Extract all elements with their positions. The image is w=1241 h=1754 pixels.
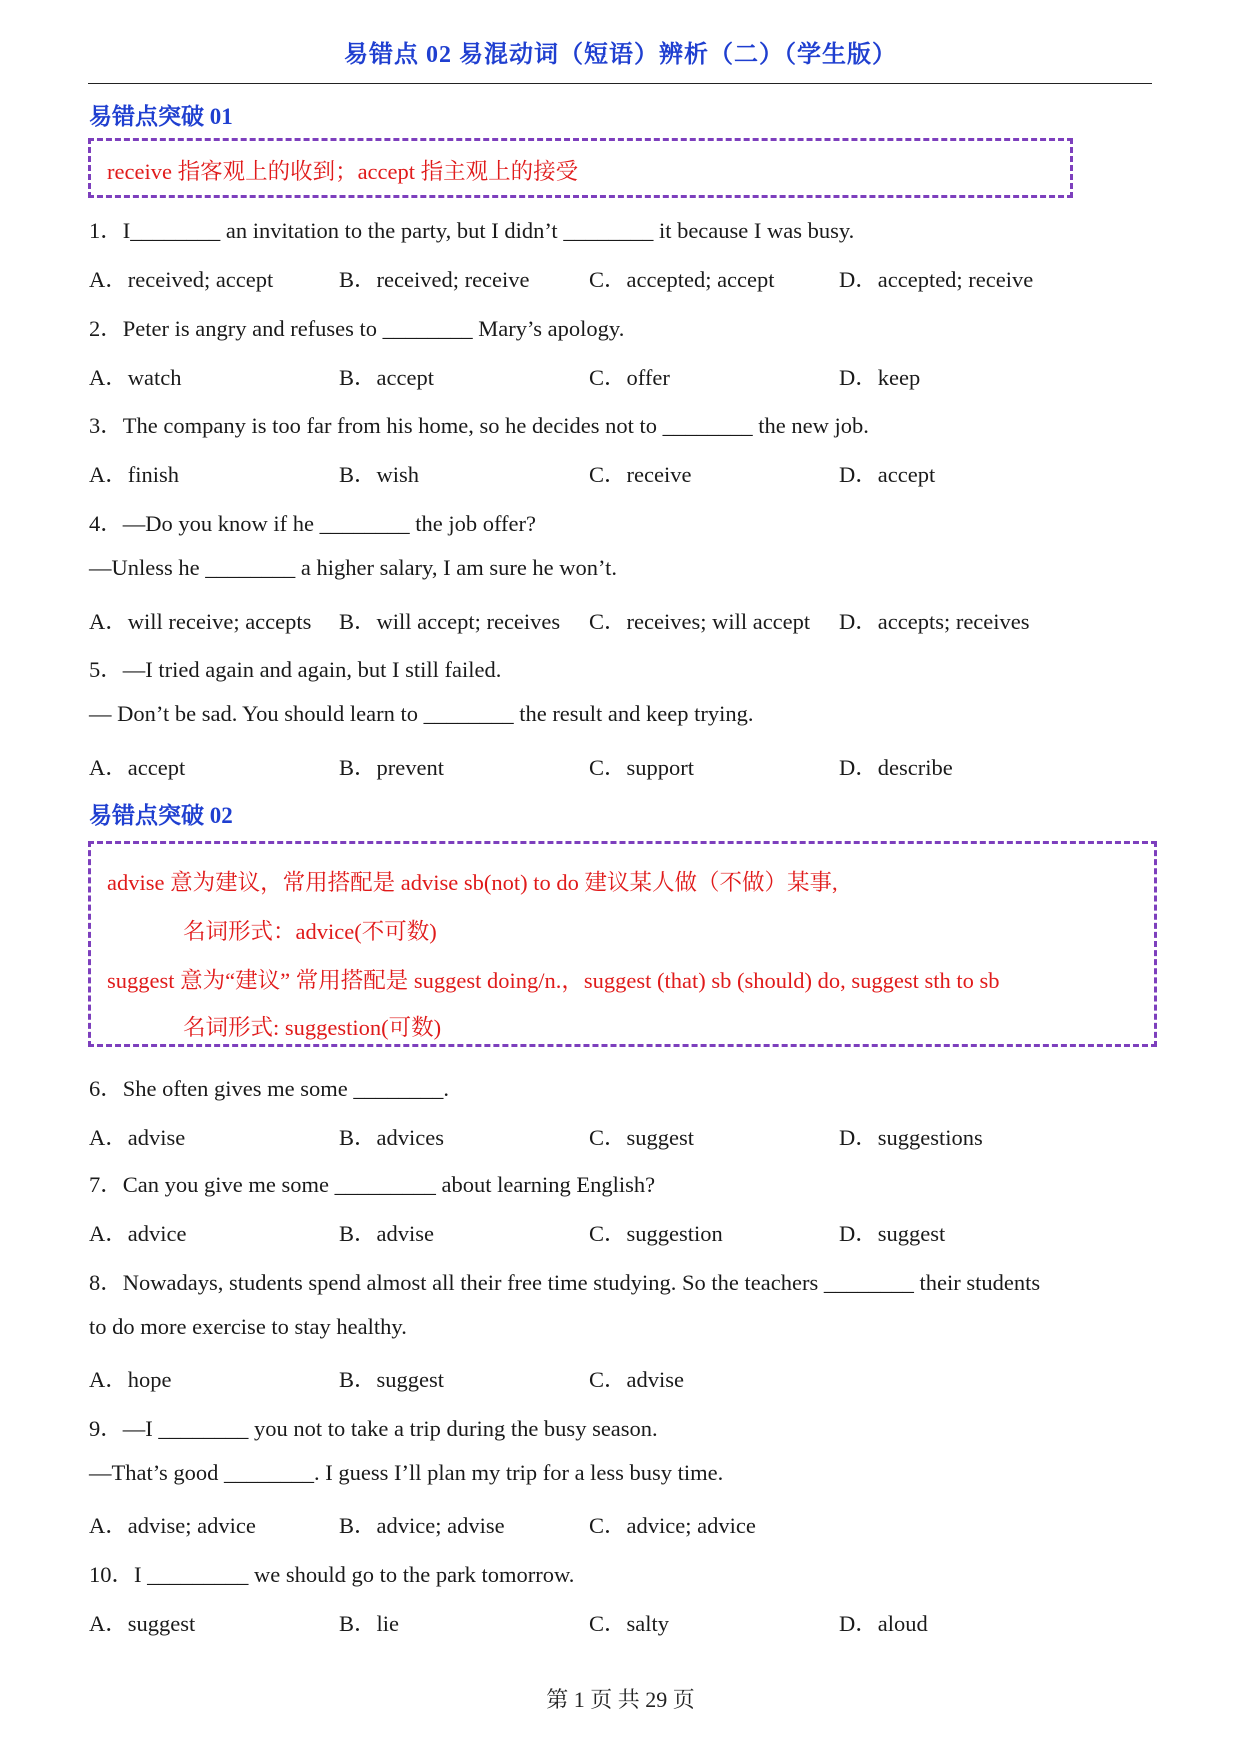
option-4c: C．receives; will accept (589, 609, 811, 634)
option-5b: B．prevent (339, 755, 444, 780)
tip-line: 名词形式：advice(不可数) (183, 919, 437, 944)
option-1a: A．received; accept (89, 267, 274, 292)
tip-box-2 (88, 841, 1157, 1047)
option-6d: D．suggestions (839, 1125, 983, 1150)
option-1b: B．received; receive (339, 267, 530, 292)
page-title: 易错点 02 易混动词（短语）辨析（二）（学生版） (344, 42, 897, 68)
question-2: 2．Peter is angry and refuses to ________ Mary’s apology. (89, 316, 625, 341)
option-10b: B．lie (339, 1611, 399, 1636)
question-4-reply: —Unless he ________ a higher salary, I am sure he won’t. (89, 555, 618, 580)
option-7b: B．advise (339, 1221, 434, 1246)
tip-box-1 (88, 138, 1073, 198)
tip-line: advise 意为建议，常用搭配是 advise sb(not) to do 建议某人做（不做）某事, (107, 870, 838, 895)
option-1d: D．accepted; receive (839, 267, 1034, 292)
question-1: 1．I________ an invitation to the party, but I didn’t ________ it because I was busy. (89, 218, 855, 243)
tip-line: receive 指客观上的收到；accept 指主观上的接受 (107, 159, 579, 184)
question-8: 8．Nowadays, students spend almost all their free time studying. So the teachers ________ their students (89, 1270, 1041, 1295)
section-title-1: 易错点突破 01 (89, 104, 233, 129)
option-9b: B．advice; advise (339, 1513, 505, 1538)
option-7c: C．suggestion (589, 1221, 723, 1246)
option-6b: B．advices (339, 1125, 444, 1150)
option-7d: D．suggest (839, 1221, 946, 1246)
tip-line: 名词形式: suggestion(可数) (183, 1015, 442, 1040)
option-3b: B．wish (339, 462, 420, 487)
question-10: 10．I _________ we should go to the park tomorrow. (89, 1562, 575, 1587)
option-1c: C．accepted; accept (589, 267, 775, 292)
question-4: 4．—Do you know if he ________ the job offer? (89, 511, 537, 536)
question-5-reply: — Don’t be sad. You should learn to ________ the result and keep trying. (89, 701, 754, 726)
question-9-reply: —That’s good ________. I guess I’ll plan my trip for a less busy time. (89, 1460, 724, 1485)
tip-line: suggest 意为“建议” 常用搭配是 suggest doing/n.，suggest (that) sb (should) do, suggest sth to sb (107, 968, 1000, 993)
option-2a: A．watch (89, 365, 182, 390)
option-8b: B．suggest (339, 1367, 445, 1392)
option-4b: B．will accept; receives (339, 609, 561, 634)
option-9c: C．advice; advice (589, 1513, 756, 1538)
option-10a: A．suggest (89, 1611, 196, 1636)
option-6a: A．advise (89, 1125, 186, 1150)
option-2b: B．accept (339, 365, 434, 390)
option-10d: D．aloud (839, 1611, 928, 1636)
header-rule (88, 83, 1152, 84)
section-title-2: 易错点突破 02 (89, 803, 233, 828)
question-5: 5．—I tried again and again, but I still failed. (89, 657, 502, 682)
option-8c: C．advise (589, 1367, 684, 1392)
option-3d: D．accept (839, 462, 936, 487)
question-3: 3．The company is too far from his home, so he decides not to ________ the new job. (89, 413, 869, 438)
option-8a: A．hope (89, 1367, 172, 1392)
option-5c: C．support (589, 755, 695, 780)
option-10c: C．salty (589, 1611, 670, 1636)
question-9: 9．—I ________ you not to take a trip during the busy season. (89, 1416, 658, 1441)
question-8-cont: to do more exercise to stay healthy. (89, 1314, 407, 1339)
option-9a: A．advise; advice (89, 1513, 256, 1538)
option-2d: D．keep (839, 365, 921, 390)
option-6c: C．suggest (589, 1125, 695, 1150)
page-footer: 第 1 页 共 29 页 (546, 1687, 695, 1712)
option-5a: A．accept (89, 755, 186, 780)
option-4a: A．will receive; accepts (89, 609, 312, 634)
option-5d: D．describe (839, 755, 953, 780)
option-7a: A．advice (89, 1221, 187, 1246)
option-3c: C．receive (589, 462, 692, 487)
option-3a: A．finish (89, 462, 180, 487)
question-6: 6．She often gives me some ________. (89, 1076, 449, 1101)
option-2c: C．offer (589, 365, 670, 390)
question-7: 7．Can you give me some _________ about learning English? (89, 1172, 656, 1197)
option-4d: D．accepts; receives (839, 609, 1030, 634)
